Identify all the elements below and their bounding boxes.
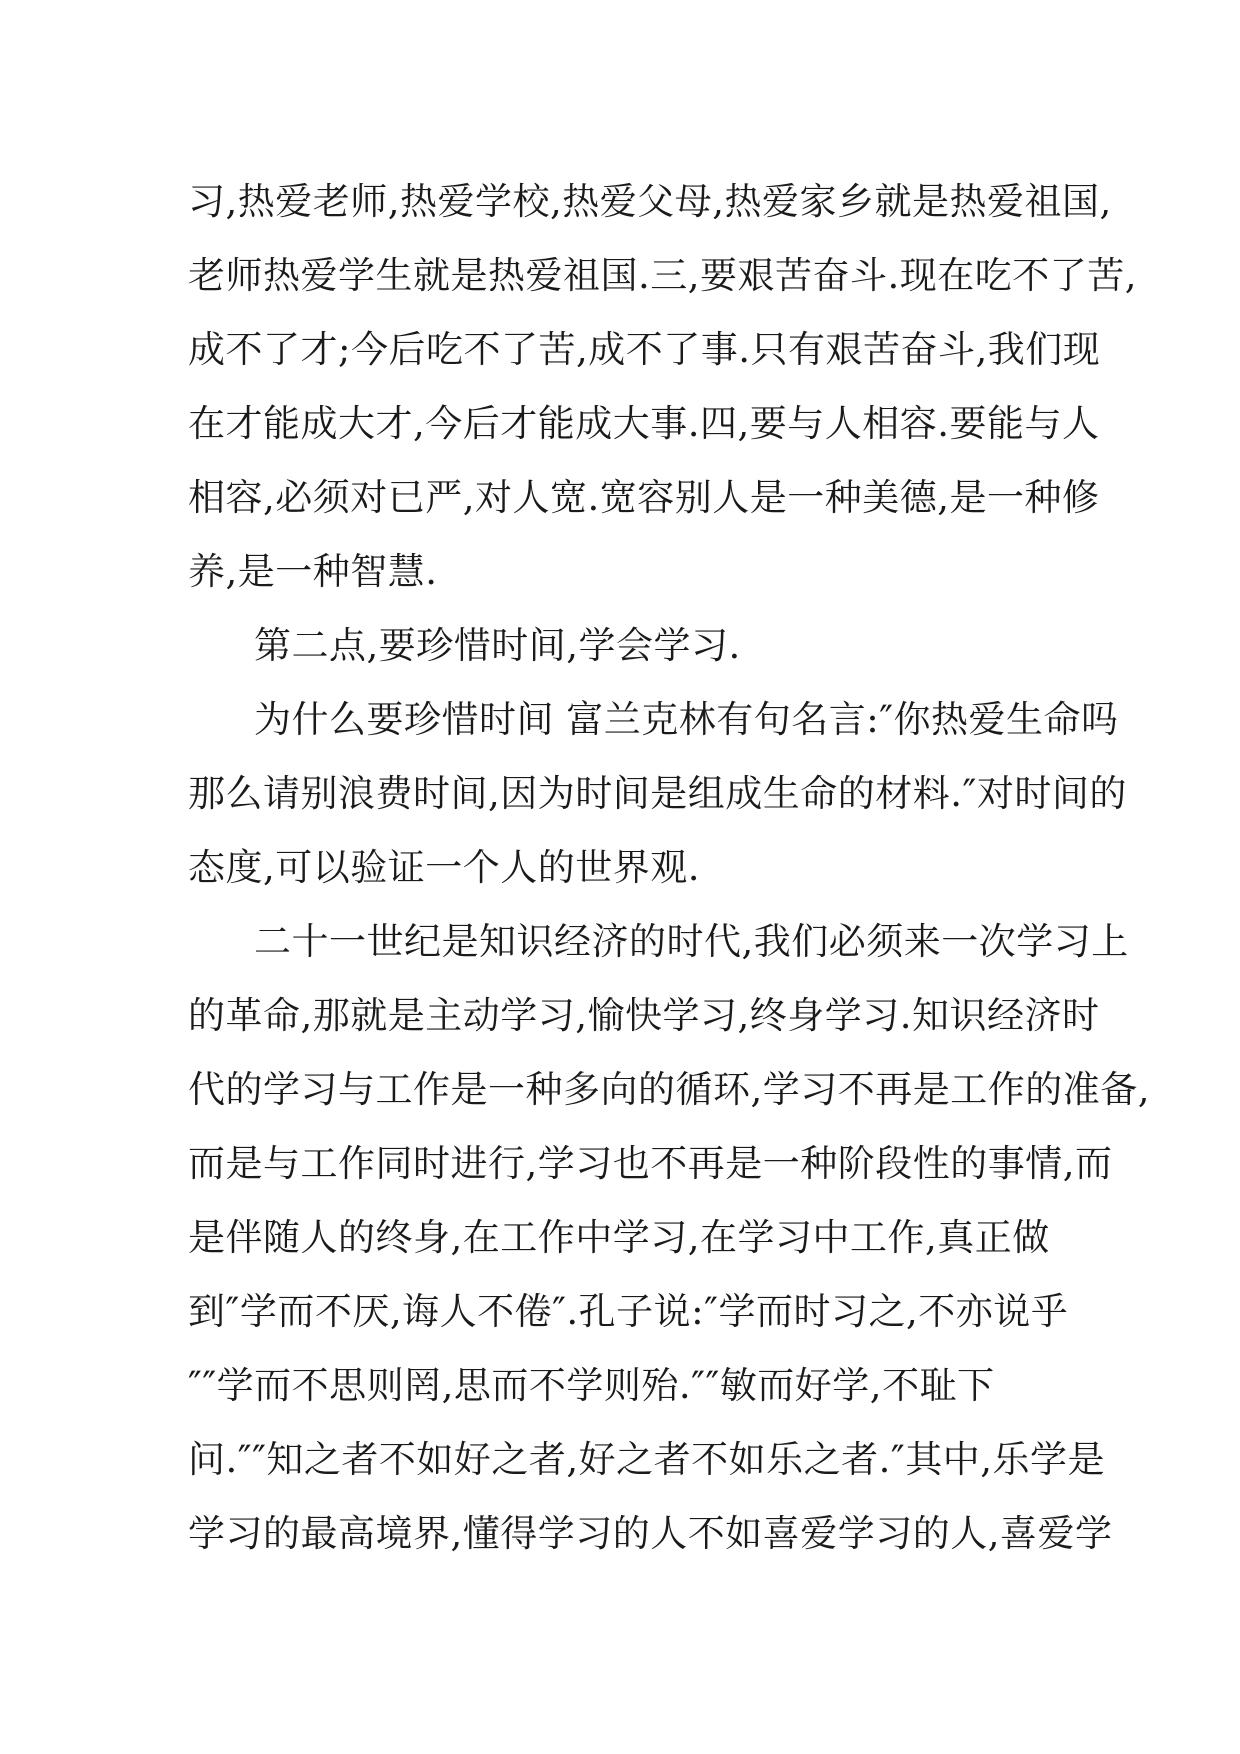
text-line-12: 的革命,那就是主动学习,愉快学习,终身学习.知识经济时	[188, 994, 1100, 1037]
text-line-15: 是伴随人的终身,在工作中学习,在学习中工作,真正做	[188, 1216, 1050, 1259]
text-line-16: 到″学而不厌,诲人不倦″.孔子说:″学而时习之,不亦说乎	[188, 1290, 1069, 1333]
text-line-4: 在才能成大才,今后才能成大事.四,要与人相容.要能与人	[188, 402, 1100, 445]
paragraph-start-line: 二十一世纪是知识经济的时代,我们必须来一次学习上	[254, 920, 1129, 963]
text-line-3: 成不了才;今后吃不了苦,成不了事.只有艰苦奋斗,我们现	[188, 328, 1101, 371]
text-line-13: 代的学习与工作是一种多向的循环,学习不再是工作的准备,	[188, 1068, 1151, 1111]
text-line-19: 学习的最高境界,懂得学习的人不如喜爱学习的人,喜爱学	[188, 1512, 1113, 1555]
paragraph-start-line: 为什么要珍惜时间 富兰克林有句名言:″你热爱生命吗	[254, 698, 1119, 741]
text-line-17: ″″学而不思则罔,思而不学则殆.″″敏而好学,不耻下	[188, 1364, 995, 1407]
section-heading: 第二点,要珍惜时间,学会学习.	[254, 624, 741, 667]
text-line-9: 那么请别浪费时间,因为时间是组成生命的材料.″对时间的	[188, 772, 1127, 815]
text-line-6: 养,是一种智慧.	[188, 550, 438, 593]
text-line-14: 而是与工作同时进行,学习也不再是一种阶段性的事情,而	[188, 1142, 1113, 1185]
text-line-1: 习,热爱老师,热爱学校,热爱父母,热爱家乡就是热爱祖国,	[188, 180, 1112, 223]
text-line-10: 态度,可以验证一个人的世界观.	[188, 846, 701, 889]
text-line-5: 相容,必须对已严,对人宽.宽容别人是一种美德,是一种修	[188, 476, 1100, 519]
text-line-2: 老师热爱学生就是热爱祖国.三,要艰苦奋斗.现在吃不了苦,	[188, 254, 1138, 297]
text-line-18: 问.″″知之者不如好之者,好之者不如乐之者.″其中,乐学是	[188, 1438, 1106, 1481]
body-text	[188, 165, 1151, 1571]
